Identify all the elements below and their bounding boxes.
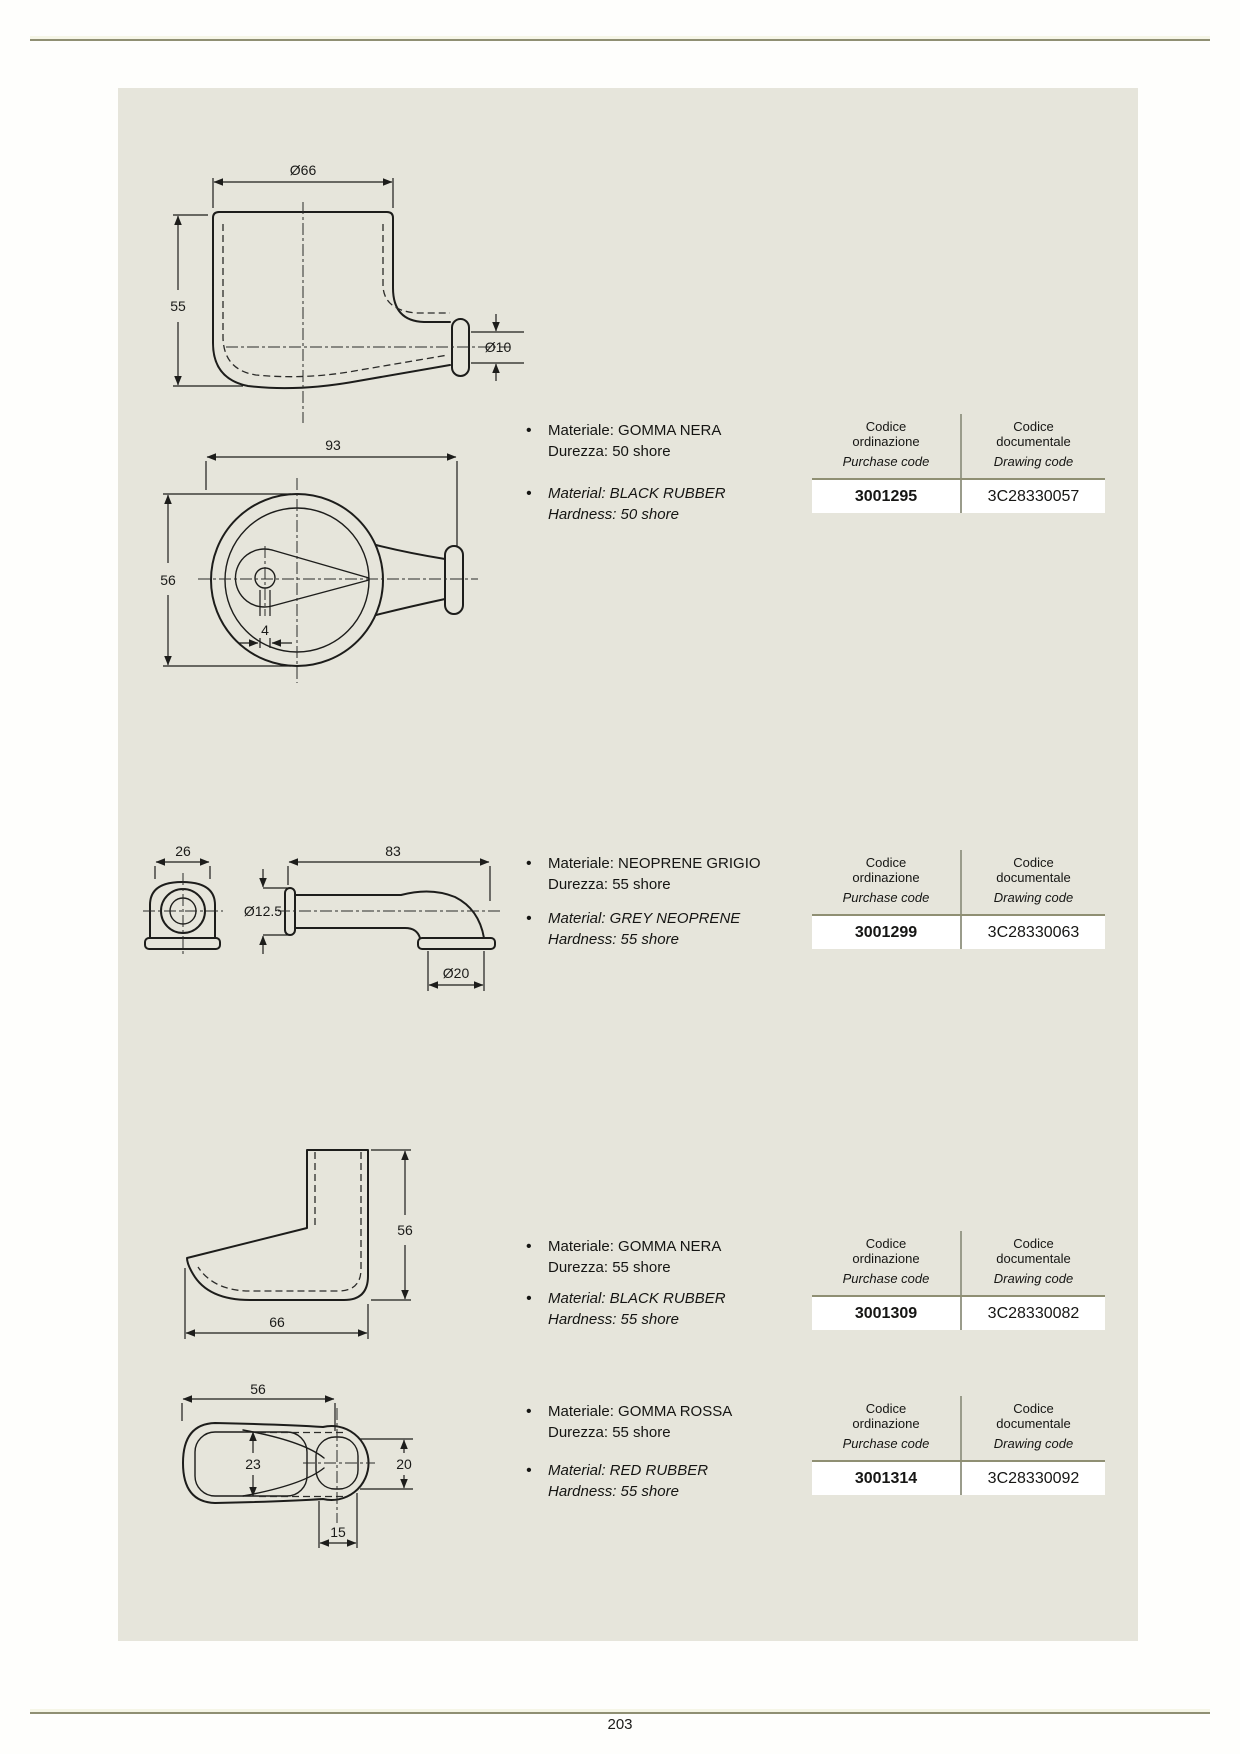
material-specs-4 [526,1401,732,1502]
code-table-3 [812,1231,1105,1330]
dimension-label: 4 [261,622,269,638]
top-rule-line [30,39,1210,41]
spec-item-italian [526,1401,732,1443]
hardness-line-en: Hardness: 55 shore [548,1483,679,1500]
code-table-header [812,1396,1105,1460]
hardness-line-en: Hardness: 55 shore [548,931,679,948]
part-outline-section [213,202,510,423]
code-table-values [812,1295,1105,1330]
dimension-height-55 [170,215,243,386]
code-table-values [812,1460,1105,1495]
dimension-label: 26 [175,843,191,859]
material-specs-2 [526,853,761,950]
dimension-bottom-15 [319,1493,357,1548]
bullet-icon: • [526,422,532,439]
code-table-header [812,1231,1105,1295]
purchase-code-header: Codice ordinazione Purchase code [842,855,930,905]
bullet-icon: • [526,1290,532,1307]
drawing-code-value: 3C28330082 [960,1297,1105,1330]
dimension-diameter-20 [428,951,484,991]
bottom-rule-line [30,1712,1210,1714]
dimension-label: 93 [325,437,341,453]
dimension-label: 56 [160,572,176,588]
spec-item-italian [526,1236,726,1278]
hardness-line-en: Hardness: 50 shore [548,506,679,523]
drawing-code-header: Codice documentale Drawing code [960,1396,1105,1460]
dimension-label: 56 [397,1222,413,1238]
part-outline-front-view [143,873,223,956]
dimension-inner-23 [245,1432,261,1496]
code-table-header [812,414,1105,478]
dimension-label: 55 [170,298,186,314]
drawing-code-header: Codice documentale Drawing code [960,850,1105,914]
hardness-line-it: Durezza: 50 shore [548,443,671,460]
dimension-label: 66 [269,1314,285,1330]
content-panel [118,88,1138,1641]
bullet-icon: • [526,1238,532,1255]
code-table-header [812,850,1105,914]
dimension-label: 15 [330,1524,346,1540]
material-line-it: Materiale: GOMMA ROSSA [548,1403,733,1420]
code-table-values [812,914,1105,949]
top-rule [30,36,1210,41]
part-outline-side-view [278,888,503,949]
spec-item-italian [526,420,726,462]
hardness-line-en: Hardness: 55 shore [548,1311,679,1328]
hardness-line-it: Durezza: 55 shore [548,1424,671,1441]
bullet-icon: • [526,855,532,872]
hardness-line-it: Durezza: 55 shore [548,876,671,893]
material-line-en: Material: GREY NEOPRENE [548,910,741,927]
code-table-2 [812,850,1105,949]
material-specs-1 [526,420,726,525]
bottom-rule [30,1709,1210,1714]
bullet-icon: • [526,485,532,502]
drawing-code-header: Codice documentale Drawing code [960,1231,1105,1295]
material-line-en: Material: BLACK RUBBER [548,485,726,502]
technical-drawing-pad-top-view [173,1383,423,1553]
code-table-values [812,478,1105,513]
bullet-icon: • [526,910,532,927]
dimension-label: 20 [396,1456,412,1472]
dimension-label: Ø66 [289,162,317,178]
material-line-it: Materiale: GOMMA NERA [548,1238,722,1255]
part-outline-boot [187,1150,368,1300]
spec-item-italian [526,853,761,895]
purchase-code-value: 3001299 [812,916,960,949]
page-number: 203 [607,1716,633,1733]
purchase-code-header: Codice ordinazione Purchase code [842,1401,930,1451]
dimension-length-83 [288,843,490,901]
purchase-code-header: Codice ordinazione Purchase code [842,1236,930,1286]
dimension-label: Ø12.5 [243,903,283,919]
spec-item-english [526,1460,732,1502]
material-line-it: Materiale: NEOPRENE GRIGIO [548,855,761,872]
dimension-label: Ø10 [484,339,512,355]
dimension-label: 23 [245,1456,261,1472]
material-line-en: Material: BLACK RUBBER [548,1290,726,1307]
purchase-code-header: Codice ordinazione Purchase code [842,419,930,469]
spec-item-english [526,908,761,950]
dimension-width-66 [185,1268,368,1339]
bullet-icon: • [526,1462,532,1479]
dimension-label: 56 [250,1383,266,1397]
drawing-code-value: 3C28330063 [960,916,1105,949]
technical-drawing-cup-section-and-top-view [148,138,558,683]
part-outline-pad [183,1408,375,1523]
material-line-en: Material: RED RUBBER [548,1462,709,1479]
technical-drawing-boot-side-view [178,1143,438,1353]
dimension-diameter-66 [213,162,393,208]
spec-item-english [526,1288,726,1330]
dimension-width-93 [206,437,457,546]
code-table-1 [812,414,1105,513]
bullet-icon: • [526,1403,532,1420]
part-outline-top-view [198,478,478,683]
drawing-code-value: 3C28330092 [960,1462,1105,1495]
drawing-code-value: 3C28330057 [960,480,1105,513]
hardness-line-it: Durezza: 55 shore [548,1259,671,1276]
material-line-it: Materiale: GOMMA NERA [548,422,722,439]
purchase-code-value: 3001309 [812,1297,960,1330]
technical-drawing-elbow-front-and-side-view [143,843,513,998]
material-specs-3 [526,1236,726,1330]
dimension-height-56 [371,1150,413,1300]
dimension-label: Ø20 [442,965,470,981]
code-table-4 [812,1396,1105,1495]
spec-item-english [526,483,726,525]
purchase-code-value: 3001314 [812,1462,960,1495]
purchase-code-value: 3001295 [812,480,960,513]
dimension-label: 83 [385,843,401,859]
drawing-code-header: Codice documentale Drawing code [960,414,1105,478]
